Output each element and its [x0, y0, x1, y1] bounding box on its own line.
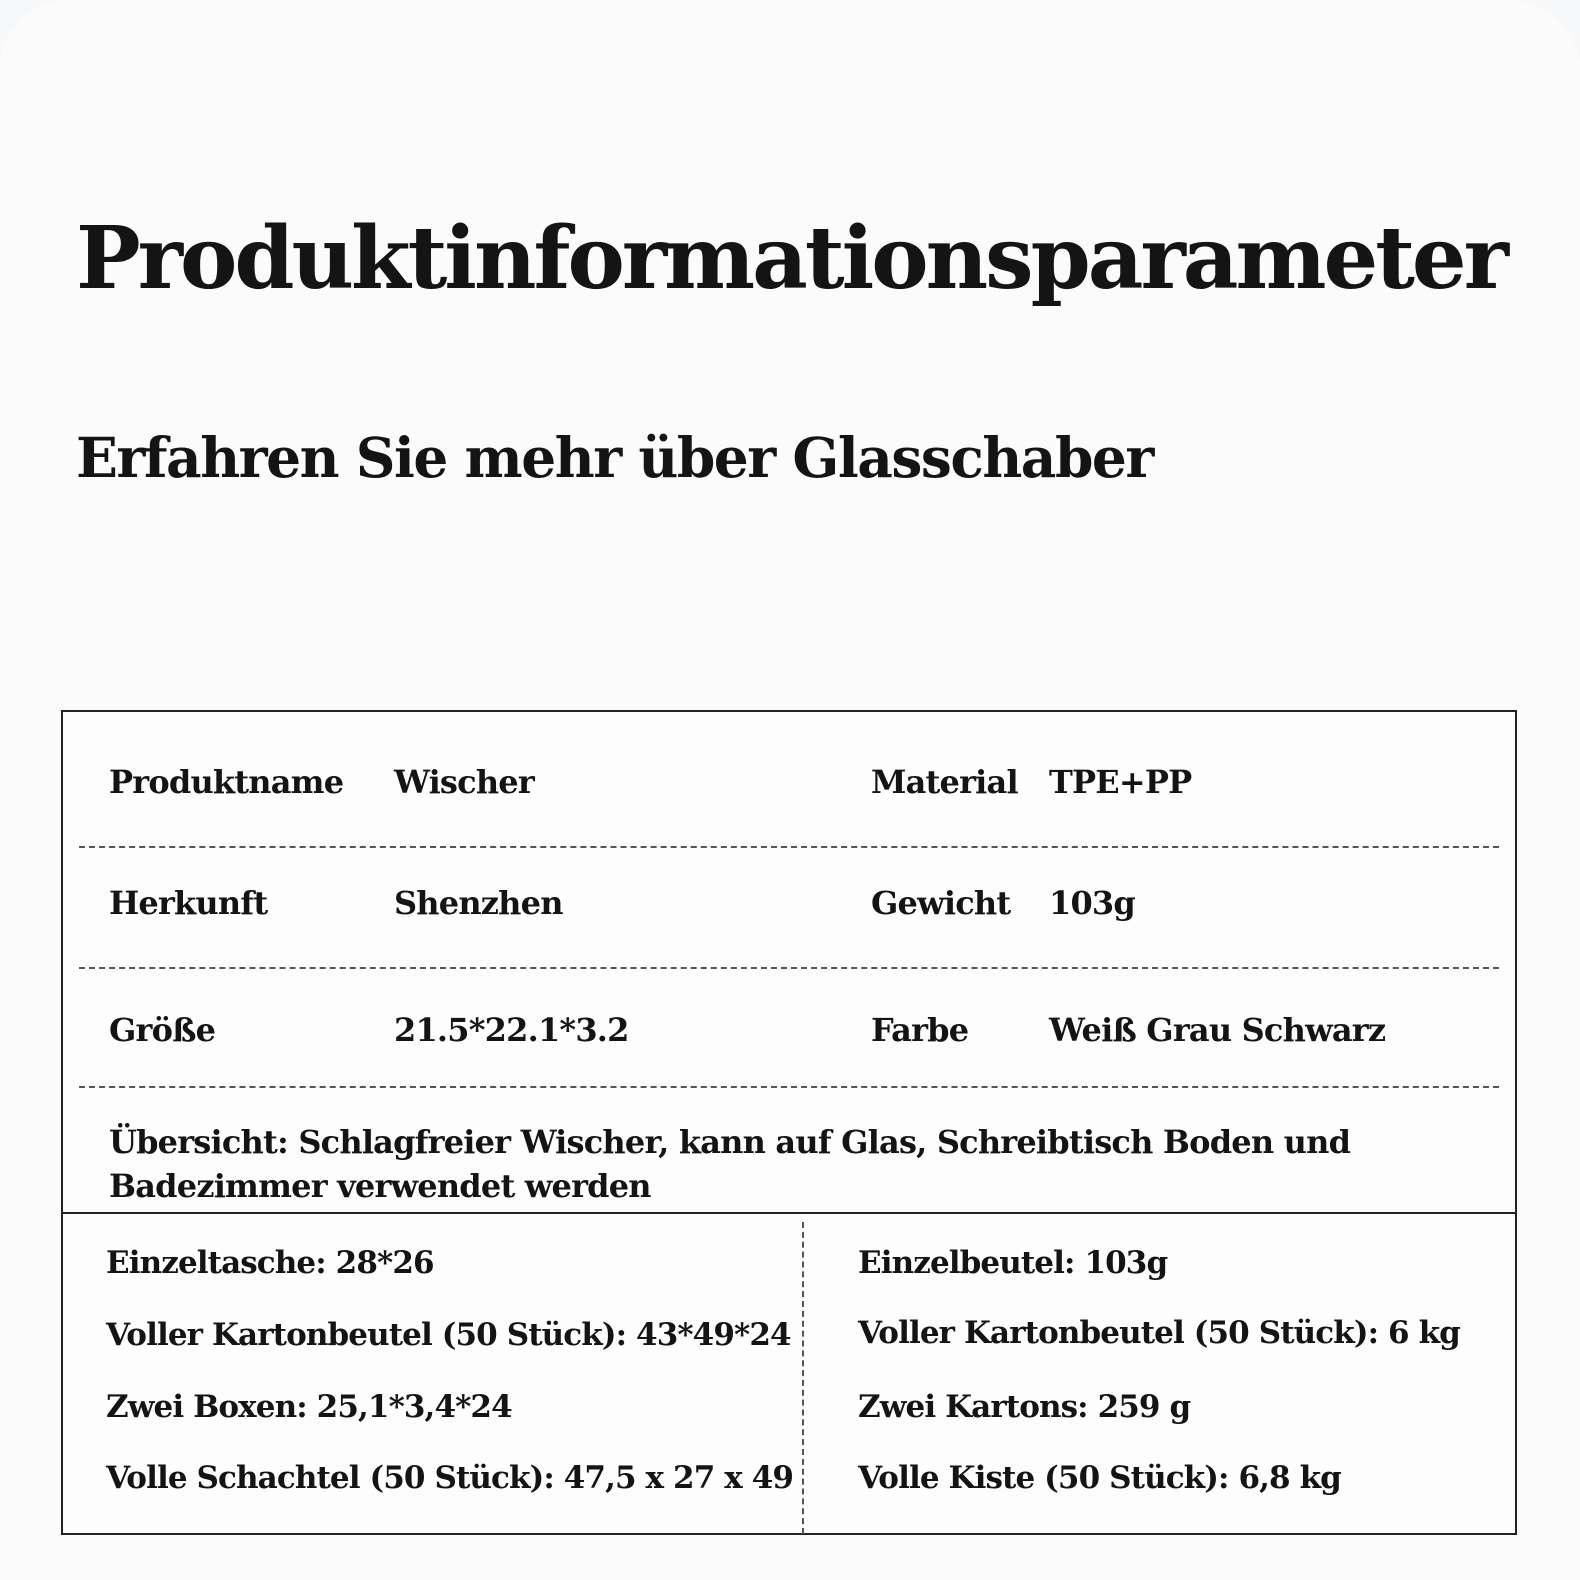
spec-label-material: Material	[871, 763, 1018, 801]
spec-value-material: TPE+PP	[1049, 763, 1192, 801]
packaging-item: Einzelbeutel: 103g	[858, 1245, 1168, 1281]
packaging-item: Voller Kartonbeutel (50 Stück): 43*49*24	[106, 1317, 791, 1353]
spec-label-color: Farbe	[871, 1011, 969, 1049]
spec-value-size: 21.5*22.1*3.2	[394, 1011, 629, 1049]
spec-table	[61, 710, 1517, 1535]
packaging-item: Volle Kiste (50 Stück): 6,8 kg	[858, 1460, 1341, 1496]
spec-label-size: Größe	[109, 1011, 216, 1049]
spec-value-color: Weiß Grau Schwarz	[1049, 1011, 1386, 1049]
page-subtitle: Erfahren Sie mehr über Glasschaber	[76, 425, 1153, 490]
packaging-item: Zwei Boxen: 25,1*3,4*24	[106, 1389, 512, 1425]
packaging-item: Voller Kartonbeutel (50 Stück): 6 kg	[858, 1315, 1460, 1351]
row-divider	[79, 846, 1499, 848]
row-divider	[79, 967, 1499, 969]
spec-label-origin: Herkunft	[109, 884, 268, 922]
column-divider	[802, 1222, 804, 1534]
product-summary: Übersicht: Schlagfreier Wischer, kann auf Glas, Schreibtisch Boden und Badezimmer verwendet werden	[109, 1123, 1351, 1205]
spec-label-product-name: Produktname	[109, 763, 344, 801]
packaging-item: Einzeltasche: 28*26	[106, 1245, 434, 1281]
spec-value-origin: Shenzhen	[394, 884, 563, 922]
row-divider	[79, 1086, 1499, 1088]
packaging-item: Volle Schachtel (50 Stück): 47,5 x 27 x 49	[106, 1460, 794, 1496]
section-divider	[63, 1212, 1515, 1214]
page-title: Produktinformationsparameter	[76, 208, 1506, 309]
packaging-item: Zwei Kartons: 259 g	[858, 1389, 1191, 1425]
spec-value-weight: 103g	[1049, 884, 1135, 922]
spec-label-weight: Gewicht	[871, 884, 1011, 922]
spec-value-product-name: Wischer	[394, 763, 534, 801]
